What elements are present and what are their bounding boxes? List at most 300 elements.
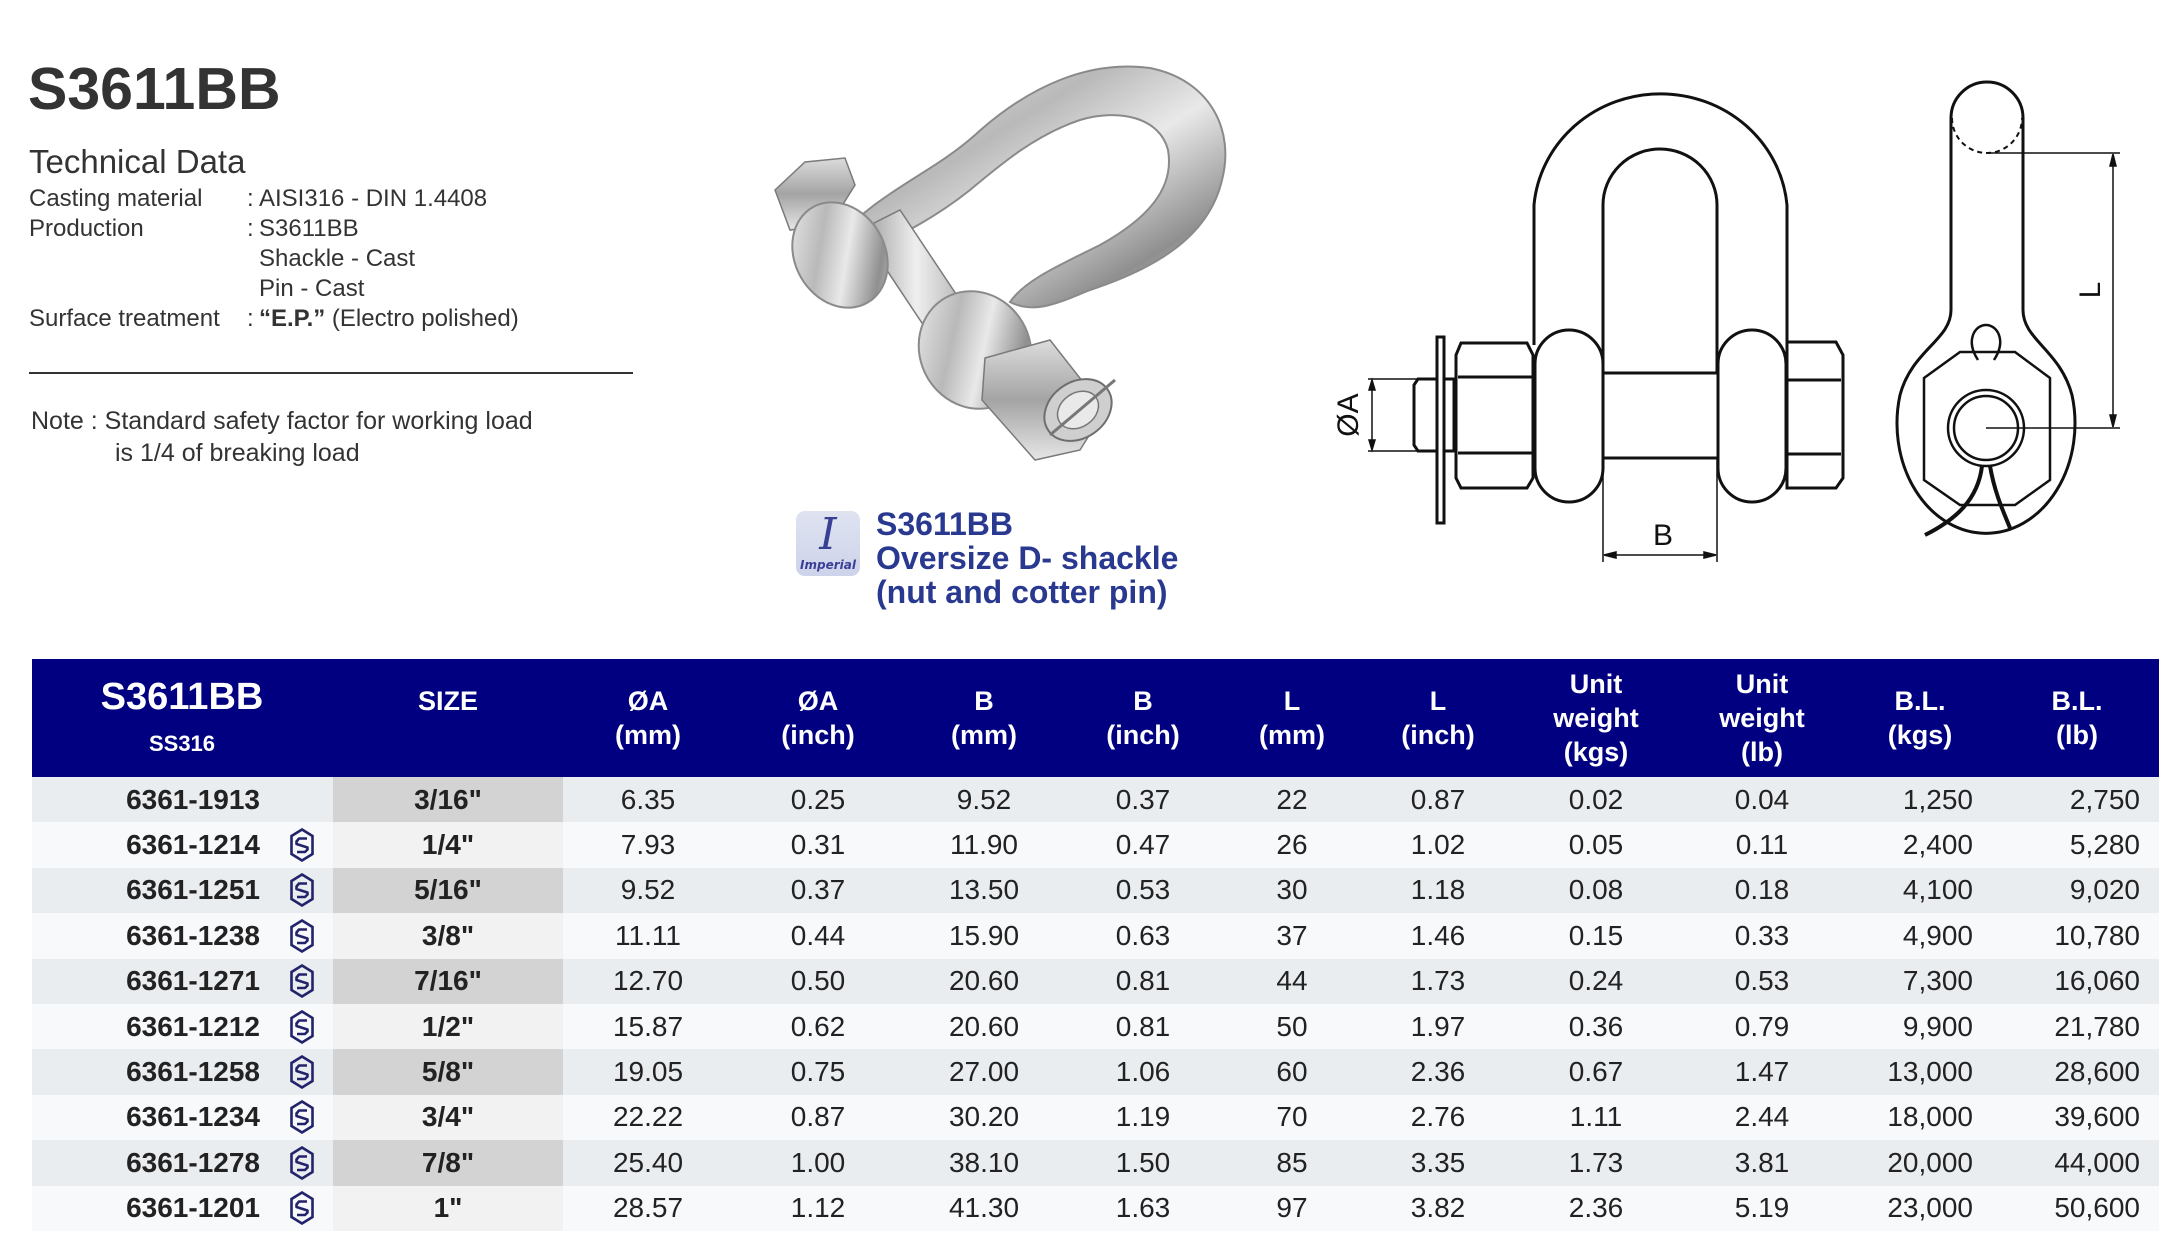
technical-data-heading: Technical Data [29,143,246,180]
cell-value: 1.97 [1410,1010,1466,1042]
ss-grade-icon [290,828,314,862]
cell-size [333,1049,563,1094]
cell-l-inch [1363,913,1513,958]
spec-value-bold: “E.P.” [259,305,326,332]
cell-b-inch [1065,1186,1221,1231]
cell-value: 26 [1276,829,1308,861]
cell-weight-kgs [1513,822,1679,867]
cell-a-inch [733,1095,903,1140]
spec-colon: : [247,185,254,212]
technical-drawing [1330,70,2160,580]
cell-value: 1,250 [1902,783,1973,815]
cell-l-inch [1363,1095,1513,1140]
cell-l-inch [1363,822,1513,867]
cell-b-inch [1065,1049,1221,1094]
cell-value: 50,600 [2054,1192,2140,1224]
cell-item-code [32,913,260,958]
cell-item-code [32,868,260,913]
cell-b-inch [1065,822,1221,867]
cell-l-mm [1221,1140,1363,1185]
cell-value: 25.40 [612,1146,684,1178]
cell-bl-kgs [1845,913,1973,958]
cell-size [333,1004,563,1049]
cell-value: 21,780 [2054,1010,2140,1042]
cell-value: 6361-1201 [126,1192,260,1224]
cell-b-mm [903,1140,1065,1185]
cell-value: 0.47 [1115,829,1171,861]
cell-l-inch [1363,777,1513,822]
cell-a-mm [563,868,733,913]
cell-value: 22.22 [612,1101,684,1133]
table-row [32,1095,2159,1140]
cell-value: 15.87 [612,1010,684,1042]
cell-value: 0.87 [790,1101,846,1133]
cell-value: 30 [1276,874,1308,906]
cell-value: 6361-1913 [126,783,260,815]
ss-grade-icon [290,1010,314,1044]
ss-grade-icon [290,919,314,953]
header-bl-lb [1995,659,2159,777]
table-row [32,913,2159,958]
cell-value: 22 [1276,783,1308,815]
cell-a-inch [733,1186,903,1231]
cell-item-code [32,959,260,1004]
ss-grade-icon [290,873,314,907]
ss-grade-icon [290,1055,314,1089]
header-label-2: weight [1719,703,1805,733]
header-label: ØA [797,686,839,716]
header-a-mm [563,659,733,777]
cell-l-inch [1363,1049,1513,1094]
cell-weight-lb [1679,913,1845,958]
cell-value: 0.02 [1568,783,1624,815]
cell-bl-lb [1995,1186,2140,1231]
cell-l-mm [1221,868,1363,913]
header-size [333,659,563,777]
header-unit: (mm) [1259,720,1325,750]
spec-production-shackle [29,247,415,271]
cell-weight-lb [1679,1004,1845,1049]
spec-colon: : [247,215,254,242]
cell-b-mm [903,913,1065,958]
cell-value: 1.11 [1569,1101,1623,1133]
cell-item-code [32,822,260,867]
ss-grade-icon [290,964,314,998]
cell-bl-kgs [1845,1186,1973,1231]
header-b-mm [903,659,1065,777]
cell-weight-lb [1679,1095,1845,1140]
cell-item-code [32,1186,260,1231]
spec-value: AISI316 - DIN 1.4408 [259,185,488,212]
header-label: ØA [627,686,669,716]
cell-a-mm [563,1186,733,1231]
cell-bl-lb [1995,1049,2140,1094]
dimension-label-a: ØA [1332,393,1365,437]
cell-bl-lb [1995,1140,2140,1185]
cell-value: 19.05 [612,1056,684,1088]
spec-surface-treatment [29,307,519,331]
cell-b-mm [903,1049,1065,1094]
header-unit: (kgs) [1563,737,1629,767]
cell-value: 41.30 [948,1192,1020,1224]
spec-production [29,217,359,241]
cell-weight-kgs [1513,1186,1679,1231]
cell-value: 85 [1276,1146,1308,1178]
spec-value: S3611BB [259,215,359,242]
cell-b-inch [1065,1095,1221,1140]
dimension-label-l: L [2074,281,2107,299]
cell-value: 28.57 [612,1192,684,1224]
cell-bl-lb [1995,777,2140,822]
header-bl-kgs [1845,659,1995,777]
table-row [32,1049,2159,1094]
table-row [32,1186,2159,1231]
logo-text: Imperial [800,558,856,572]
cell-value: 1.63 [1115,1192,1171,1224]
cell-value: 44,000 [2054,1146,2140,1178]
cell-l-inch [1363,959,1513,1004]
cell-value: 0.81 [1115,1010,1171,1042]
spec-label: Surface treatment [29,305,220,332]
cell-value: 6361-1258 [126,1056,260,1088]
cell-bl-kgs [1845,868,1973,913]
cell-value: 6361-1278 [126,1146,260,1178]
cell-a-mm [563,913,733,958]
cell-value: 18,000 [1887,1101,1973,1133]
caption-variant: (nut and cotter pin) [876,574,1168,610]
cell-value: 3/8" [421,919,475,951]
header-b-inch [1065,659,1221,777]
cell-value: 0.50 [790,965,846,997]
cell-value: 97 [1276,1192,1308,1224]
spec-value: Shackle - Cast [259,245,416,272]
cell-value: 0.62 [790,1010,846,1042]
cell-l-mm [1221,913,1363,958]
ss-grade-icon [290,1191,314,1225]
header-model-code: S3611BB [100,676,264,718]
cell-a-inch [733,868,903,913]
cell-value: 0.15 [1568,919,1624,951]
header-label: L [1429,686,1447,716]
cell-weight-kgs [1513,777,1679,822]
cell-value: 13.50 [948,874,1020,906]
cell-value: 1.00 [790,1146,846,1178]
cell-a-mm [563,959,733,1004]
cell-value: 2.44 [1734,1101,1790,1133]
cell-bl-lb [1995,1004,2140,1049]
cell-l-mm [1221,959,1363,1004]
cell-a-mm [563,777,733,822]
header-weight-lb [1679,659,1845,777]
cell-value: 30.20 [948,1101,1020,1133]
cell-value: 20.60 [948,1010,1020,1042]
cell-a-inch [733,777,903,822]
cell-weight-lb [1679,1140,1845,1185]
cell-weight-kgs [1513,1049,1679,1094]
cell-value: 7/16" [414,965,482,997]
cell-bl-kgs [1845,1004,1973,1049]
cell-value: 0.37 [790,874,846,906]
cell-bl-lb [1995,822,2140,867]
cell-value: 3/4" [421,1101,475,1133]
table-header [32,659,2159,777]
cell-bl-kgs [1845,1140,1973,1185]
cell-value: 4,900 [1902,919,1973,951]
header-l-mm [1221,659,1363,777]
cell-l-inch [1363,1140,1513,1185]
cell-value: 60 [1276,1056,1308,1088]
cell-value: 1/2" [421,1010,475,1042]
cell-size [333,777,563,822]
cell-value: 50 [1276,1010,1308,1042]
cell-value: 2,400 [1902,829,1973,861]
table-row [32,1140,2159,1185]
cell-item-code [32,1095,260,1140]
cell-weight-lb [1679,1186,1845,1231]
cell-size [333,868,563,913]
cell-value: 1.73 [1568,1146,1624,1178]
cell-value: 20,000 [1887,1146,1973,1178]
table-body [32,777,2159,1231]
cell-l-inch [1363,868,1513,913]
cell-value: 0.18 [1734,874,1790,906]
cell-bl-kgs [1845,777,1973,822]
cell-value: 38.10 [948,1146,1020,1178]
cell-value: 0.25 [790,783,846,815]
cell-value: 0.04 [1734,783,1790,815]
cell-value: 70 [1276,1101,1308,1133]
cell-bl-lb [1995,959,2140,1004]
header-unit: (inch) [1106,720,1180,750]
cell-a-inch [733,1049,903,1094]
cell-value: 2.36 [1568,1192,1624,1224]
cell-weight-kgs [1513,1004,1679,1049]
cell-a-mm [563,822,733,867]
dimension-label-b: B [1652,519,1674,552]
caption-name: Oversize D- shackle [876,540,1179,576]
cell-b-mm [903,822,1065,867]
cell-value: 9.52 [620,874,676,906]
cell-value: 6.35 [620,783,676,815]
cell-l-mm [1221,1095,1363,1140]
cell-item-code [32,1140,260,1185]
header-unit: (mm) [615,720,681,750]
cell-value: 39,600 [2054,1101,2140,1133]
cell-value: 6361-1238 [126,919,260,951]
cell-b-mm [903,1186,1065,1231]
cell-value: 0.53 [1115,874,1171,906]
cell-value: 0.36 [1568,1010,1624,1042]
cell-value: 1.12 [790,1192,846,1224]
note-line-1: Standard safety factor for working load [104,407,533,435]
cell-value: 1.46 [1410,919,1466,951]
cell-value: 0.33 [1734,919,1790,951]
table-row [32,822,2159,867]
table-row [32,868,2159,913]
cell-value: 3.81 [1734,1146,1790,1178]
cell-value: 6361-1214 [126,829,260,861]
logo-glyph: I [819,509,837,560]
cell-value: 37 [1276,919,1308,951]
cell-b-inch [1065,868,1221,913]
cell-value: 3/16" [414,783,482,815]
cell-value: 3.82 [1410,1192,1466,1224]
cell-weight-lb [1679,822,1845,867]
cell-value: 13,000 [1887,1056,1973,1088]
cell-weight-lb [1679,777,1845,822]
header-model [32,659,332,777]
imperial-logo [796,511,860,576]
cell-value: 2.76 [1410,1101,1466,1133]
cell-value: 3.35 [1410,1146,1466,1178]
cell-size [333,1095,563,1140]
cell-value: 1.19 [1115,1101,1171,1133]
ss-grade-icon [290,1100,314,1134]
spec-label: Production [29,215,144,242]
cell-value: 5/16" [414,874,482,906]
cell-b-inch [1065,1140,1221,1185]
cell-value: 6361-1212 [126,1010,260,1042]
cell-a-inch [733,913,903,958]
cell-item-code [32,1004,260,1049]
header-unit: (inch) [781,720,855,750]
cell-value: 1.73 [1410,965,1466,997]
cell-weight-kgs [1513,913,1679,958]
spec-casting-material [29,187,487,211]
spec-value-text: (Electro polished) [325,305,519,332]
cell-size [333,1186,563,1231]
spec-value [259,305,519,332]
cell-b-mm [903,868,1065,913]
cell-value: 11.11 [615,919,681,951]
header-weight-kgs [1513,659,1679,777]
table-row [32,777,2159,822]
cell-bl-kgs [1845,959,1973,1004]
spec-label: Casting material [29,185,203,212]
cell-b-mm [903,777,1065,822]
header-unit: (mm) [951,720,1017,750]
cell-value: 0.37 [1115,783,1171,815]
cell-a-inch [733,822,903,867]
cell-value: 12.70 [612,965,684,997]
cell-value: 0.79 [1734,1010,1790,1042]
cell-value: 9,900 [1902,1010,1973,1042]
cell-value: 0.24 [1568,965,1624,997]
cell-size [333,822,563,867]
cell-weight-lb [1679,1049,1845,1094]
header-material: SS316 [148,731,216,756]
header-unit: (inch) [1401,720,1475,750]
header-label: B [974,686,994,716]
cell-l-mm [1221,1186,1363,1231]
header-label: Unit [1735,669,1789,699]
header-label-2: weight [1553,703,1639,733]
cell-b-inch [1065,777,1221,822]
cell-value: 1.02 [1410,829,1466,861]
cell-value: 28,600 [2054,1056,2140,1088]
header-unit: (kgs) [1887,720,1953,750]
cell-l-inch [1363,1004,1513,1049]
spec-colon: : [247,305,254,332]
cell-b-inch [1065,1004,1221,1049]
header-label: SIZE [417,686,478,716]
divider [29,372,633,374]
cell-a-mm [563,1140,733,1185]
spec-value: Pin - Cast [259,275,365,302]
cell-value: 0.11 [1735,829,1789,861]
cell-value: 5,280 [2069,829,2140,861]
cell-a-inch [733,959,903,1004]
header-label: B.L. [2051,686,2103,716]
cell-value: 2,750 [2069,783,2140,815]
product-title: S3611BB [28,56,281,122]
cell-value: 16,060 [2054,965,2140,997]
product-photo [760,40,1260,500]
cell-value: 27.00 [948,1056,1020,1088]
cell-value: 1/4" [421,829,475,861]
cell-a-inch [733,1004,903,1049]
cell-value: 20.60 [948,965,1020,997]
cell-value: 4,100 [1902,874,1973,906]
header-l-inch [1363,659,1513,777]
cell-value: 0.05 [1568,829,1624,861]
cell-value: 0.53 [1734,965,1790,997]
cell-value: 1.06 [1115,1056,1171,1088]
cell-l-inch [1363,1186,1513,1231]
cell-a-inch [733,1140,903,1185]
cell-value: 0.31 [790,829,846,861]
header-unit: (lb) [2056,720,2098,750]
cell-value: 2.36 [1410,1056,1466,1088]
cell-weight-kgs [1513,868,1679,913]
cell-size [333,1140,563,1185]
cell-size [333,959,563,1004]
cell-value: 7.93 [620,829,676,861]
caption-code: S3611BB [876,506,1013,542]
cell-value: 9,020 [2069,874,2140,906]
cell-item-code [32,777,260,822]
cell-bl-kgs [1845,1095,1973,1140]
cell-value: 0.63 [1115,919,1171,951]
cell-b-inch [1065,959,1221,1004]
cell-value: 44 [1276,965,1308,997]
cell-b-mm [903,1095,1065,1140]
cell-weight-kgs [1513,959,1679,1004]
cell-l-mm [1221,777,1363,822]
cell-value: 0.75 [790,1056,846,1088]
cell-weight-lb [1679,868,1845,913]
header-unit: (lb) [1741,737,1783,767]
cell-weight-lb [1679,959,1845,1004]
cell-weight-kgs [1513,1095,1679,1140]
product-caption [876,507,1178,609]
cell-size [333,913,563,958]
cell-value: 1" [433,1192,463,1224]
cell-value: 0.67 [1568,1056,1624,1088]
cell-value: 1.18 [1410,874,1466,906]
cell-value: 0.44 [790,919,846,951]
cell-a-mm [563,1004,733,1049]
cell-value: 6361-1251 [126,874,260,906]
cell-item-code [32,1049,260,1094]
table-row [32,959,2159,1004]
spec-table [32,659,2159,1231]
cell-value: 11.90 [950,829,1018,861]
cell-bl-lb [1995,868,2140,913]
note-line-2: is 1/4 of breaking load [115,439,360,467]
cell-a-mm [563,1095,733,1140]
header-label: B.L. [1894,686,1946,716]
